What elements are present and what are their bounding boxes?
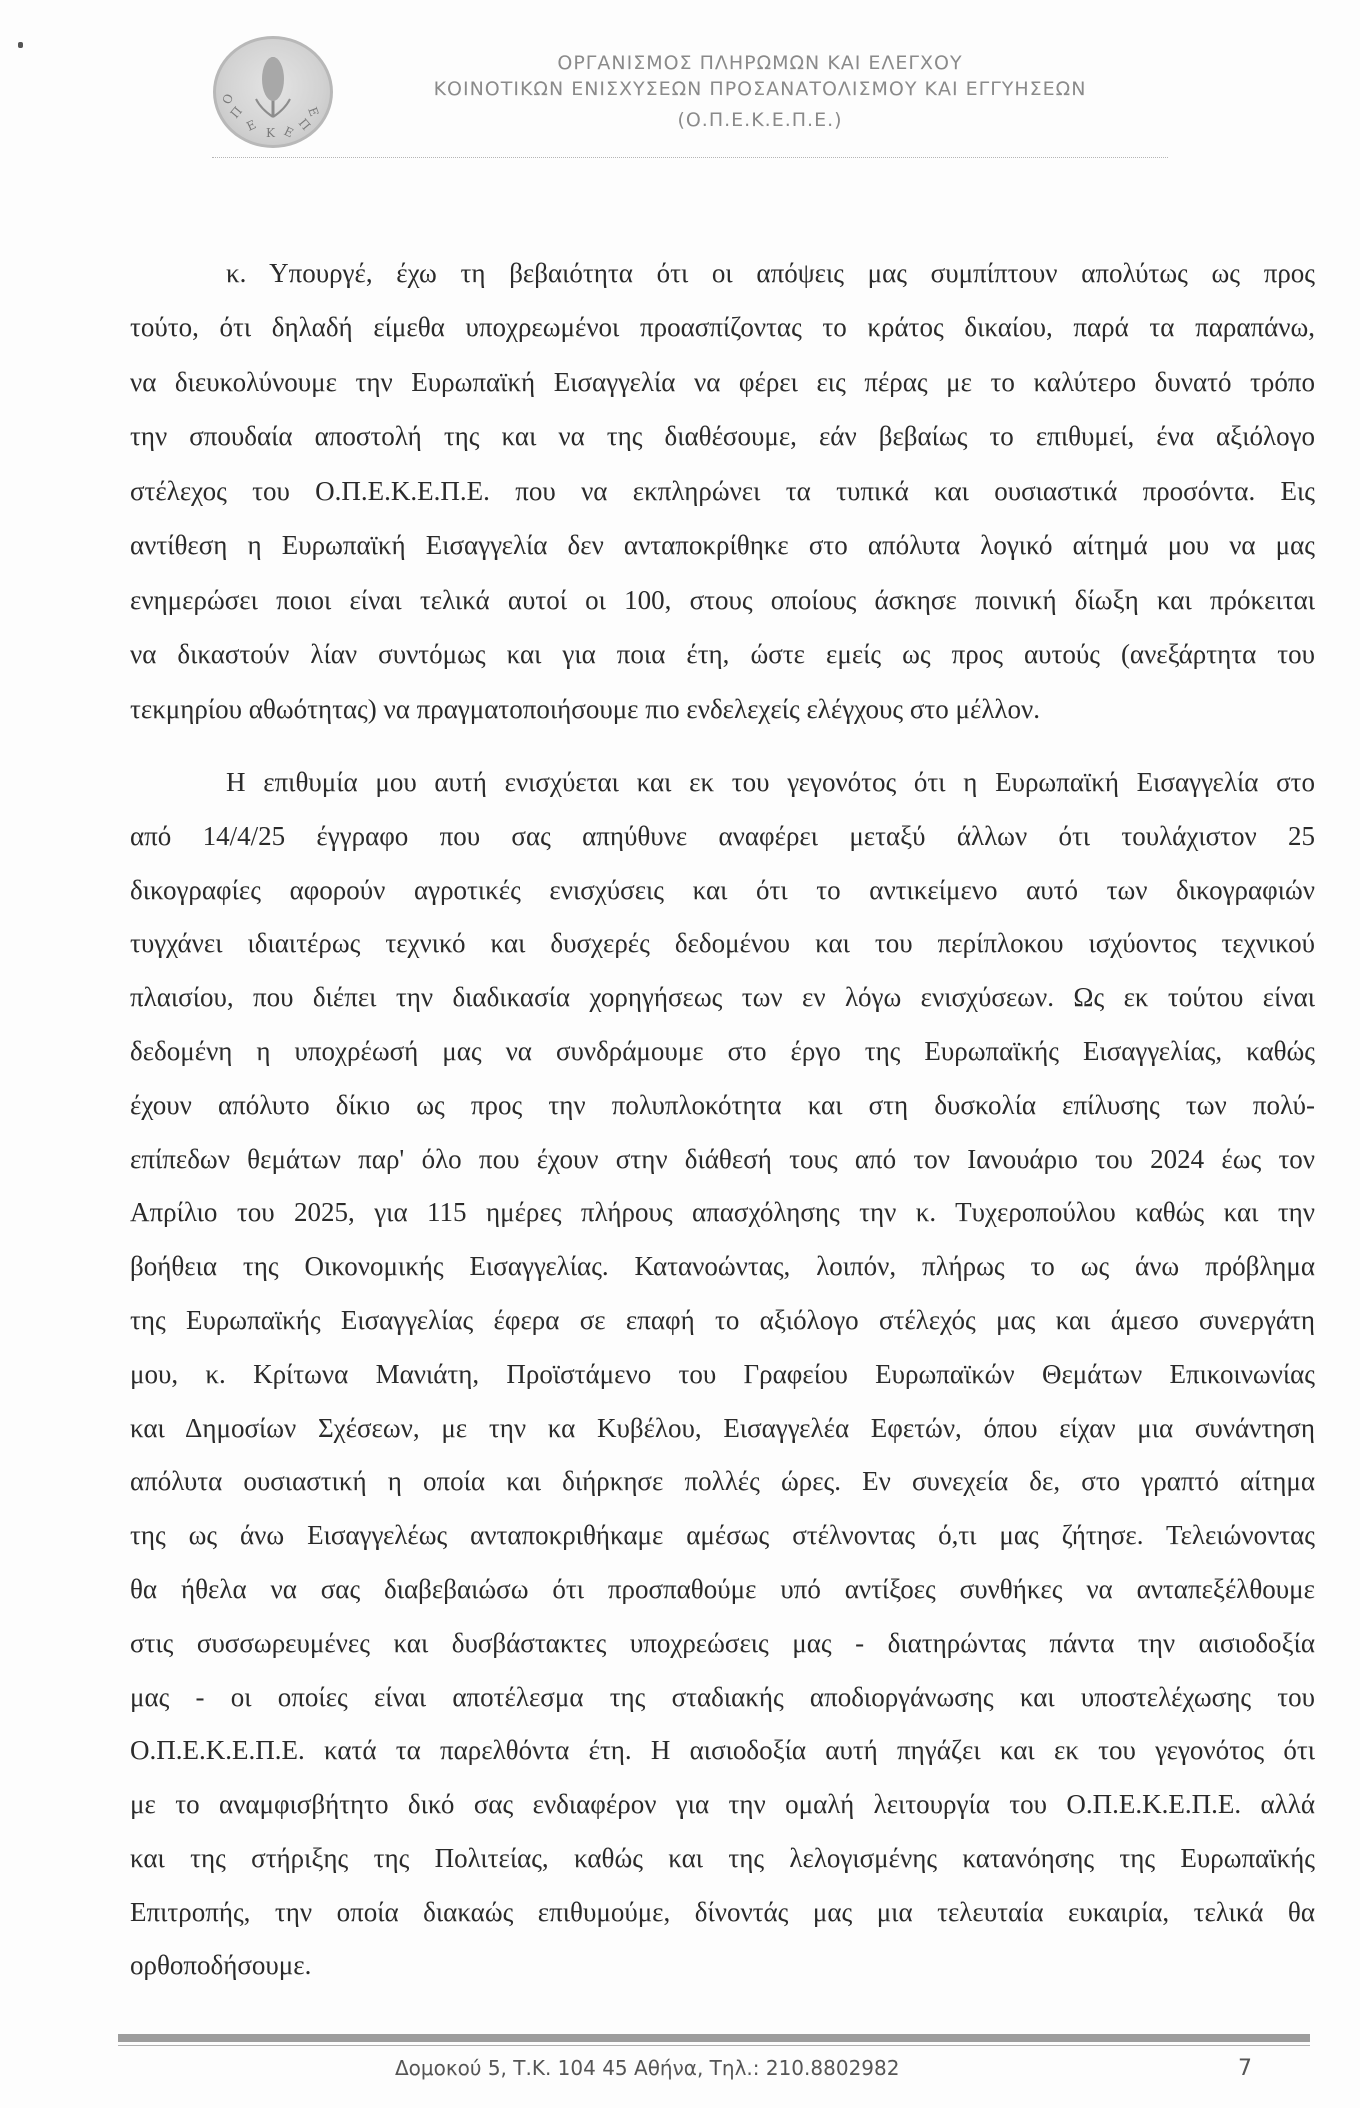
svg-text:Ε: Ε: [281, 124, 296, 141]
paragraph-2-line: δικογραφίες αφορούν αγροτικές ενισχύσεις και ότι το αντικείμενο αυτό των δικογραφιών: [130, 875, 1315, 905]
svg-text:Π: Π: [295, 115, 314, 133]
footer-address: Δομοκού 5, Τ.Κ. 104 45 Αθήνα, Τηλ.: 210.8802982: [395, 2056, 900, 2080]
paragraph-2-line: Η επιθυμία μου αυτή ενισχύεται και εκ του γεγονότος ότι η Ευρωπαϊκή Εισαγγελία στο: [226, 767, 1315, 797]
paragraph-2-line: της Ευρωπαϊκής Εισαγγελίας έφερα σε επαφή το αξιόλογο στέλεχός μας και άμεσο συνεργάτη: [130, 1305, 1315, 1335]
paragraph-2-line: στις συσσωρευμένες και δυσβάστακτες υποχρεώσεις μας - διατηρώντας πάντα την αισιοδοξία: [130, 1628, 1315, 1658]
paragraph-2-line: και της στήριξης της Πολιτείας, καθώς και της λελογισμένης κατανόησης της Ευρωπαϊκής: [130, 1843, 1315, 1873]
svg-text:Ο: Ο: [219, 91, 237, 107]
scan-speck: [18, 42, 23, 48]
paragraph-2-line: από 14/4/25 έγγραφο που σας απηύθυνε αναφέρει μεταξύ άλλων ότι τουλάχιστον 25: [130, 821, 1315, 851]
footer-rule-thin: [118, 2045, 1310, 2046]
paragraph-2-line: βοήθεια της Οικονομικής Εισαγγελίας. Κατανοώντας, λοιπόν, πλήρως το ως άνω πρόβλημα: [130, 1251, 1315, 1281]
paragraph-1-line: ενημερώσει ποιοι είναι τελικά αυτοί οι 100, στους οποίους άσκησε ποινική δίωξη και πρόκειται: [130, 585, 1315, 615]
svg-text:Ε: Ε: [244, 117, 259, 134]
letterhead-line-1: ΟΡΓΑΝΙΣΜΟΣ ΠΛΗΡΩΜΩΝ ΚΑΙ ΕΛΕΓΧΟΥ: [557, 52, 963, 74]
letterhead-line-2: ΚΟΙΝΟΤΙΚΩΝ ΕΝΙΣΧΥΣΕΩΝ ΠΡΟΣΑΝΑΤΟΛΙΣΜΟΥ ΚΑΙ ΕΓΓΥΗΣΕΩΝ: [433, 78, 1087, 100]
paragraph-1-line: να δικαστούν λίαν συντόμως και για ποια έτη, ώστε εμείς ως προς αυτούς (ανεξάρτητα του: [130, 639, 1315, 669]
opekepe-logo-icon: [213, 36, 333, 148]
paragraph-2-line: Απρίλιο του 2025, για 115 ημέρες πλήρους απασχόλησης την κ. Τυχεροπούλου καθώς και την: [130, 1197, 1315, 1227]
paragraph-1-line: στέλεχος του Ο.Π.Ε.Κ.Ε.Π.Ε. που να εκπληρώνει τα τυπικά και ουσιαστικά προσόντα. Εις: [130, 476, 1315, 506]
paragraph-2-line: μας - οι οποίες είναι αποτέλεσμα της σταδιακής αποδιοργάνωσης και υποστελέχωσης του: [130, 1682, 1315, 1712]
paragraph-2-line: απόλυτα ουσιαστική η οποία και διήρκησε πολλές ώρες. Εν συνεχεία δε, στο γραπτό αίτημα: [130, 1466, 1315, 1496]
footer-rule: [118, 2034, 1310, 2042]
paragraph-2-line: πλαισίου, που διέπει την διαδικασία χορηγήσεως των εν λόγω ενισχύσεων. Ως εκ τούτου είναι: [130, 982, 1315, 1012]
letterhead-divider: [212, 157, 1168, 158]
paragraph-2-line: έχουν απόλυτο δίκιο ως προς την πολυπλοκότητα και στη δυσκολία επίλυσης των πολύ-: [130, 1090, 1315, 1120]
paragraph-1-line: κ. Υπουργέ, έχω τη βεβαιότητα ότι οι απόψεις μας συμπίπτουν απολύτως ως προς: [226, 258, 1315, 288]
paragraph-2-line: ορθοποδήσουμε.: [130, 1950, 312, 1980]
paragraph-1-line: την σπουδαία αποστολή της και να της διαθέσουμε, εάν βεβαίως το επιθυμεί, ένα αξιόλογο: [130, 421, 1315, 451]
svg-text:Π: Π: [227, 103, 246, 121]
paragraph-1-line: τούτο, ότι δηλαδή είμεθα υποχρεωμένοι προασπίζοντας το κράτος δικαίου, παρά τα παραπάνω,: [130, 312, 1315, 342]
paragraph-2-line: Ο.Π.Ε.Κ.Ε.Π.Ε. κατά τα παρελθόντα έτη. Η αισιοδοξία αυτή πηγάζει και εκ του γεγονότος ότι: [130, 1735, 1315, 1765]
paragraph-2-line: και Δημοσίων Σχέσεων, με την κα Κυβέλου, Εισαγγελέα Εφετών, όπου είχαν μια συνάντηση: [130, 1413, 1315, 1443]
paragraph-1-line: τεκμηρίου αθωότητας) να πραγματοποιήσουμε πιο ενδελεχείς ελέγχους στο μέλλον.: [130, 694, 1040, 724]
page-number: 7: [1238, 2056, 1252, 2081]
paragraph-2-line: επίπεδων θεμάτων παρ' όλο που έχουν στην διάθεσή τους από τον Ιανουάριο του 2024 έως τον: [130, 1144, 1315, 1174]
paragraph-2-line: θα ήθελα να σας διαβεβαιώσω ότι προσπαθούμε υπό αντίξοες συνθήκες να ανταπεξέλθουμε: [130, 1574, 1315, 1604]
paragraph-2-line: μου, κ. Κρίτωνα Μανιάτη, Προϊστάμενο του Γραφείου Ευρωπαϊκών Θεμάτων Επικοινωνίας: [130, 1359, 1315, 1389]
paragraph-1-line: να διευκολύνουμε την Ευρωπαϊκή Εισαγγελία να φέρει εις πέρας με το καλύτερο δυνατό τρόπο: [130, 367, 1315, 397]
paragraph-1-line: αντίθεση η Ευρωπαϊκή Εισαγγελία δεν ανταποκρίθηκε στο απόλυτα λογικό αίτημά μου να μας: [130, 530, 1315, 560]
paragraph-2-line: Επιτροπής, την οποία διακαώς επιθυμούμε, δίνοντάς μας μια τελευταία ευκαιρία, τελικά θα: [130, 1897, 1315, 1927]
paragraph-2-line: δεδομένη η υποχρέωσή μας να συνδράμουμε στο έργο της Ευρωπαϊκής Εισαγγελίας, καθώς: [130, 1036, 1315, 1066]
svg-text:Ε: Ε: [305, 105, 322, 119]
paragraph-2-line: τυγχάνει ιδιαιτέρως τεχνικό και δυσχερές δεδομένου και του περίπλοκου ισχύοντος τεχνικού: [130, 928, 1315, 958]
letterhead-line-3: (Ο.Π.Ε.Κ.Ε.Π.Ε.): [677, 109, 843, 131]
paragraph-2-line: της ως άνω Εισαγγελέως ανταποκριθήκαμε αμέσως στέλνοντας ό,τι μας ζήτησε. Τελειώνοντας: [130, 1520, 1315, 1550]
paragraph-2-line: με το αναμφισβήτητο δικό σας ενδιαφέρον για την ομαλή λειτουργία του Ο.Π.Ε.Κ.Ε.Π.Ε. αλλά: [130, 1789, 1315, 1819]
svg-text:Κ: Κ: [266, 126, 275, 140]
